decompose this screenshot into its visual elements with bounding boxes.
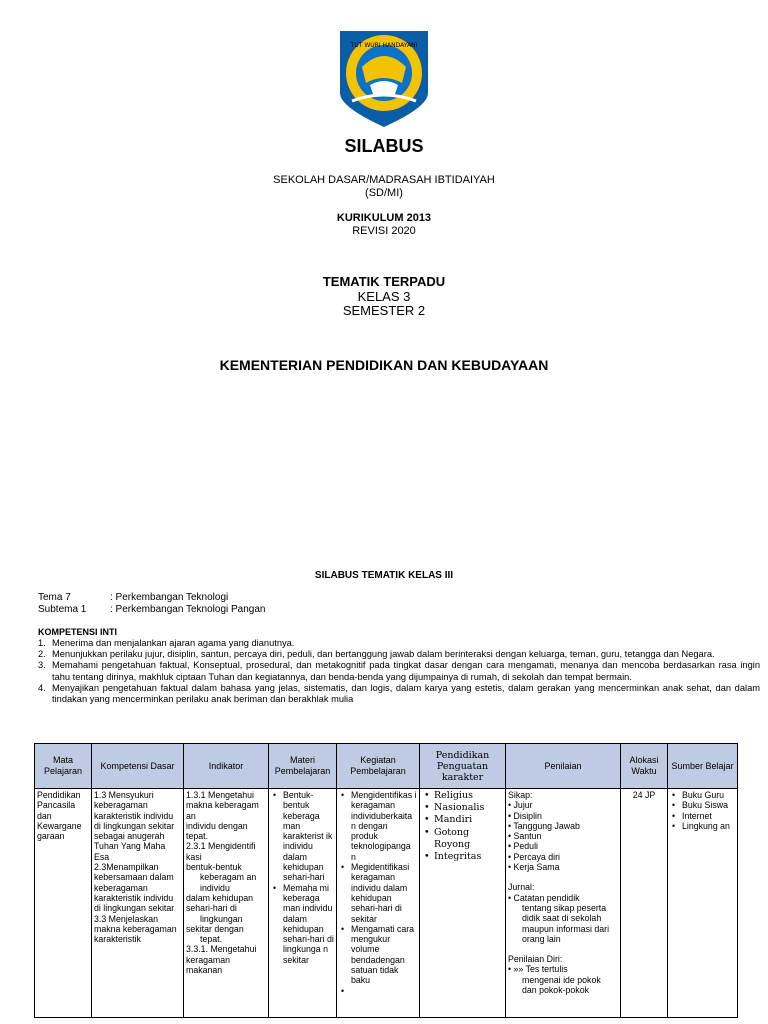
- school-line-2: (SD/MI): [365, 187, 403, 199]
- ki-item: 2. Menunjukkan perilaku jujur, disiplin, santun, percaya diri, peduli, dan bertanggung jawab dalam berinteraksi dengan keluarga, teman, guru, tetangga dan Negara.: [38, 649, 715, 660]
- curriculum: KURIKULUM 2013: [336, 212, 432, 224]
- table-header-row: [35, 744, 738, 789]
- cell-kd: 1.3 Mensyukuri keberagaman karakteristik individu di lingkungan sekitar sebagai anugerah Tuhan Yang Maha Esa 2.3Menampilkan kebersamaan dalam keberagaman karakteristik individu di lingkungan sekitar 3.3 Menjelaskan makna keberagaman karakteristik: [92, 789, 184, 1018]
- tut-wuri-handayani-logo: [332, 27, 436, 131]
- page-title: SILABUS: [344, 136, 424, 156]
- tema-value: : Perkembangan Teknologi: [110, 592, 229, 603]
- cell-mapel: Pendidikan Pancasila dan Kewargane garaan: [35, 789, 92, 1018]
- ki-item: 1. Menerima dan menjalankan ajaran agama yang dianutnya.: [38, 638, 295, 648]
- ki-item: 4. Menyajikan pengetahuan faktual dalam bahasa yang jelas, sistematis, dan logis, dalam karya yang estetis, dalam gerakan yang mencerminkan anak sehat, dan dalam tindakan yang mencerminkan perilaku anak beriman dan berakhlak mulia: [38, 682, 760, 705]
- col-kd: Kompetensi Dasar: [92, 744, 184, 789]
- ministry: KEMENTERIAN PENDIDIKAN DAN KEBUDAYAAN: [219, 357, 549, 373]
- cell-materi: • Bentuk-bentuk keberaga man karakterist ik individu dalam kehidupan sehari-hari • Memaha mi keberaga man individu dalam kehidupan sehari-hari di lingkunga n sekitar: [269, 789, 337, 1018]
- col-indikator: Indikator: [184, 744, 269, 789]
- cell-penilaian: Sikap: • Jujur • Disiplin • Tanggung Jawab • Santun • Peduli • Percaya diri • Kerja Sama Jurnal: • Catatan pendidik tentang sikap peserta didik saat di sekolah maupun informasi dari orang lain Penilaian Diri: • »» Tes tertulis mengenai ide pokok dan pokok-pokok: [506, 789, 621, 1018]
- ki-item: 3. Memahami pengetahuan faktual, Konseptual, prosedural, dan metakognitif pada tingkat dasar dengan cara mengamati, menanya dan mencoba berdasarkan rasa ingin tahu tentang dirinya, makhluk ciptaan Tuhan dan kegiatannya, dan benda-benda yang dijumpainya di rumah, di sekolah dan tempat bermain.: [38, 660, 760, 682]
- semester: SEMESTER 2: [342, 303, 426, 318]
- grade: KELAS 3: [357, 289, 411, 304]
- col-ppk: Pendidikan Penguatan karakter: [420, 744, 506, 789]
- cell-alokasi: 24 JP: [621, 789, 668, 1018]
- col-materi: Materi Pembelajaran: [269, 744, 337, 789]
- subtema-value: : Perkembangan Teknologi Pangan: [110, 604, 266, 615]
- subject-title: TEMATIK TERPADU: [322, 274, 446, 289]
- kompetensi-inti-heading: KOMPETENSI INTI: [38, 627, 118, 637]
- col-sumber: Sumber Belajar: [668, 744, 738, 789]
- table-row: [35, 789, 738, 1018]
- school-line-1: SEKOLAH DASAR/MADRASAH IBTIDAIYAH: [273, 174, 495, 186]
- section-title: SILABUS TEMATIK KELAS III: [314, 570, 454, 581]
- svg-text:TUT WURI HANDAYANI: TUT WURI HANDAYANI: [350, 42, 418, 49]
- col-mapel: Mata Pelajaran: [35, 744, 92, 789]
- subtema-label: Subtema 1: [38, 604, 87, 615]
- tema-label: Tema 7: [38, 592, 71, 603]
- tema-block: [38, 592, 265, 616]
- col-kegiatan: Kegiatan Pembelajaran: [337, 744, 420, 789]
- cell-kegiatan: • Mengidentifikas i keragaman individuberkaita n dengan produk teknologipanga n • Megidentifikasi keragaman individu dalam kehidupan sehari-hari di sekitar • Mengamati cara mengukur volume bendadengan satuan tidak baku: [337, 789, 420, 1018]
- cell-indikator: 1.3.1 Mengetahui makna keberagam an individu dengan tepat. 2.3.1 Mengidentifi kasi bentuk-bentuk keberagam an individu dalam kehidupan sehari-hari di lingkungan sekitar dengan tepat. 3.3.1. Mengetahui keragaman makanan: [184, 789, 269, 1018]
- cell-sumber: • Buku Guru • Buku Siswa • Internet • Lingkung an: [668, 789, 738, 1018]
- cell-ppk: • Religius • Nasionalis • Mandiri • Gotong Royong • Integritas: [420, 789, 506, 1018]
- col-penilaian: Penilaian: [506, 744, 621, 789]
- col-alokasi: Alokasi Waktu: [621, 744, 668, 789]
- kompetensi-inti-list: [38, 638, 760, 705]
- revision: REVISI 2020: [352, 225, 416, 237]
- syllabus-table: [34, 743, 738, 1018]
